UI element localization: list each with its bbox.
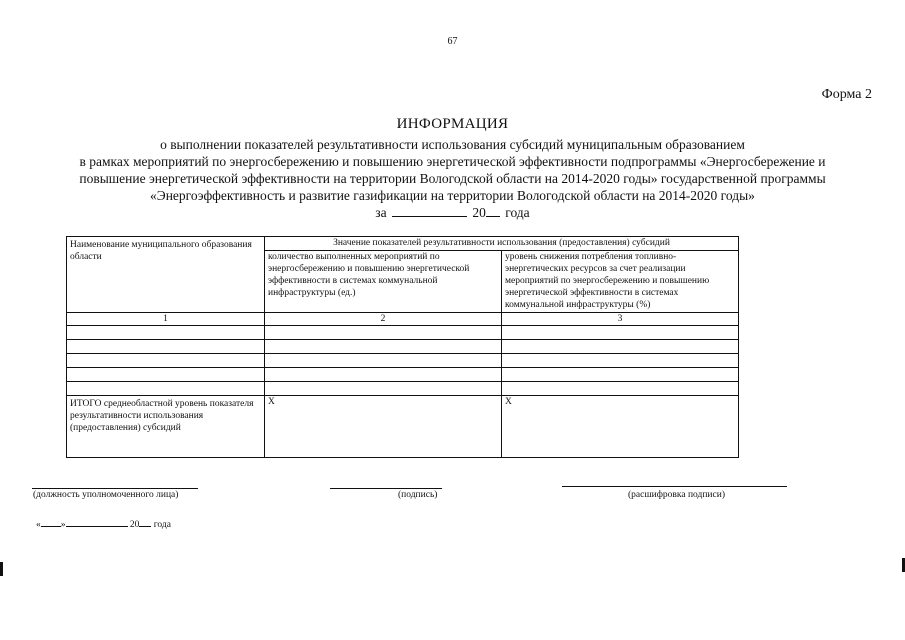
column-number-3: 3 (502, 313, 739, 326)
subtitle-line-1: о выполнении показателей результативности использования субсидий муниципальным образованием (160, 137, 745, 152)
empty-cell (502, 340, 739, 354)
page-number: 67 (447, 36, 458, 47)
table-row (67, 340, 739, 354)
empty-cell (265, 382, 502, 396)
empty-cell (67, 340, 265, 354)
form-label: Форма 2 (821, 87, 872, 102)
period-year-prefix: 20 (472, 205, 486, 220)
empty-cell (265, 368, 502, 382)
decoding-signature-line (562, 486, 787, 487)
scan-edge-mark-left (0, 562, 3, 576)
decoding-label: (расшифровка подписи) (628, 490, 725, 500)
empty-cell (502, 368, 739, 382)
total-consumption-reduction: Х (502, 396, 739, 458)
empty-cell (502, 326, 739, 340)
indicators-table (66, 236, 739, 458)
reporting-period (0, 205, 905, 221)
empty-cell (502, 382, 739, 396)
empty-cell (265, 326, 502, 340)
empty-cell (265, 340, 502, 354)
date-open-quote: « (36, 520, 41, 530)
empty-cell (67, 326, 265, 340)
column-number-2: 2 (265, 313, 502, 326)
empty-cell (265, 354, 502, 368)
header-measures-count: количество выполненных мероприятий по энергосбережению и повышению энергетической эффективности в системах коммунальной инфраструктуры (ед.) (265, 251, 502, 313)
table-row (67, 382, 739, 396)
signature-line (330, 488, 442, 489)
header-consumption-reduction: уровень снижения потребления топливно-энергетических ресурсов за счет реализации мероприятий по энергосбережению и повышению энергетической эффективности в системах коммунальной инфраструктуры (%) (502, 251, 739, 313)
total-label: ИТОГО среднеобластной уровень показателя результативности использования (предоставления) субсидий (67, 396, 265, 458)
empty-cell (67, 382, 265, 396)
empty-cell (67, 354, 265, 368)
header-municipality: Наименование муниципального образования области (67, 237, 265, 313)
column-number-1: 1 (67, 313, 265, 326)
table-row (67, 354, 739, 368)
document-title: ИНФОРМАЦИЯ (396, 116, 509, 132)
month-blank (66, 517, 128, 527)
table-row (67, 326, 739, 340)
position-signature-line (32, 488, 198, 489)
subtitle-line-4: «Энергоэффективность и развитие газификации на территории Вологодской области на 2014-2020 годы» (150, 188, 755, 203)
subtitle-line-3: повышение энергетической эффективности на территории Вологодской области на 2014-2020 годы» государственной программы (79, 171, 826, 186)
date-year-prefix: 20 (129, 520, 140, 530)
date-suffix: года (153, 520, 171, 530)
empty-cell (502, 354, 739, 368)
table-row (67, 368, 739, 382)
signature-label: (подпись) (398, 490, 438, 500)
date-line (36, 517, 171, 530)
day-blank (41, 517, 61, 527)
period-blank (392, 205, 467, 217)
position-label: (должность уполномоченного лица) (33, 490, 179, 500)
period-year-blank (486, 205, 500, 217)
year-blank (139, 517, 151, 527)
period-prefix: за (375, 205, 387, 220)
empty-cell (67, 368, 265, 382)
header-group: Значение показателей результативности использования (предоставления) субсидий (265, 237, 739, 251)
date-close-quote: » (60, 520, 66, 530)
subtitle-line-2: в рамках мероприятий по энергосбережению и повышению энергетической эффективности подпрограммы «Энергосбережение и (79, 154, 826, 169)
total-measures-count: Х (265, 396, 502, 458)
period-suffix: года (505, 205, 530, 220)
